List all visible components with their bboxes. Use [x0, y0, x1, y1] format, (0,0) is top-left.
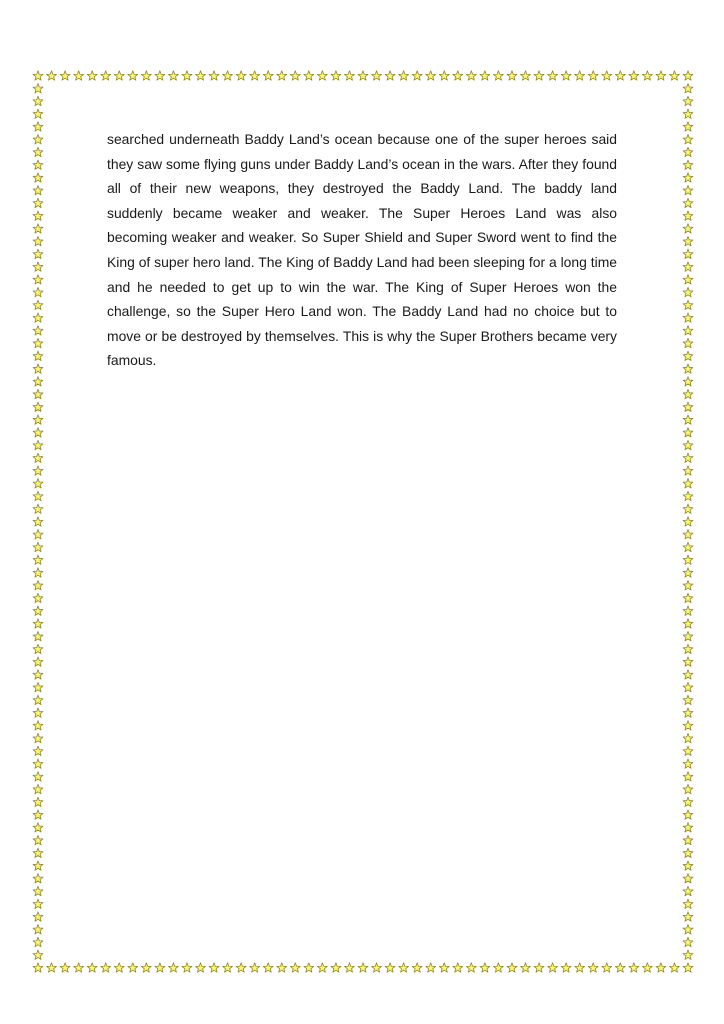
star-icon [358, 71, 368, 80]
star-icon [33, 211, 43, 220]
star-icon [412, 71, 422, 80]
star-icon [683, 313, 693, 322]
star-icon [683, 440, 693, 449]
star-icon [33, 466, 43, 475]
star-icon [683, 275, 693, 284]
star-icon [263, 71, 273, 80]
star-icon [426, 963, 436, 972]
star-icon [412, 963, 422, 972]
star-icon [683, 415, 693, 424]
star-icon [683, 530, 693, 539]
star-icon [602, 963, 612, 972]
star-icon [33, 96, 43, 105]
star-icon [683, 746, 693, 755]
star-icon [615, 963, 625, 972]
star-icon [87, 71, 97, 80]
star-icon [372, 71, 382, 80]
star-icon [615, 71, 625, 80]
star-icon [74, 963, 84, 972]
star-icon [683, 772, 693, 781]
star-icon [683, 300, 693, 309]
star-icon [683, 96, 693, 105]
star-icon [683, 682, 693, 691]
star-icon [683, 338, 693, 347]
star-icon [33, 313, 43, 322]
star-icon [683, 236, 693, 245]
star-icon [602, 71, 612, 80]
star-icon [372, 963, 382, 972]
star-icon [114, 963, 124, 972]
star-icon [60, 963, 70, 972]
star-icon [629, 963, 639, 972]
star-icon [250, 71, 260, 80]
star-icon [683, 950, 693, 959]
star-icon [493, 71, 503, 80]
star-icon [683, 211, 693, 220]
star-icon [575, 71, 585, 80]
star-icon [33, 925, 43, 934]
star-icon [33, 275, 43, 284]
star-icon [33, 173, 43, 182]
star-icon [47, 71, 57, 80]
star-icon [33, 109, 43, 118]
star-icon [426, 71, 436, 80]
star-icon [33, 160, 43, 169]
star-icon [534, 71, 544, 80]
star-icon [683, 466, 693, 475]
star-icon [33, 568, 43, 577]
star-icon [453, 963, 463, 972]
star-icon [561, 71, 571, 80]
star-icon [33, 848, 43, 857]
star-icon [114, 71, 124, 80]
star-icon [683, 326, 693, 335]
star-icon [33, 491, 43, 500]
star-icon [33, 823, 43, 832]
star-icon [196, 71, 206, 80]
star-icon [33, 530, 43, 539]
star-icon [683, 160, 693, 169]
star-icon [209, 963, 219, 972]
star-icon [642, 71, 652, 80]
star-icon [33, 963, 43, 972]
star-icon [683, 810, 693, 819]
star-icon [33, 619, 43, 628]
star-icon [33, 84, 43, 93]
star-icon [209, 71, 219, 80]
star-icon [33, 542, 43, 551]
star-icon [683, 759, 693, 768]
star-icon [548, 963, 558, 972]
star-icon [683, 784, 693, 793]
star-icon [575, 963, 585, 972]
star-icon [683, 835, 693, 844]
star-icon [168, 963, 178, 972]
star-icon [60, 71, 70, 80]
star-icon [385, 71, 395, 80]
star-icon [33, 695, 43, 704]
star-icon [683, 581, 693, 590]
star-icon [33, 644, 43, 653]
star-icon [683, 963, 693, 972]
star-icon [683, 606, 693, 615]
star-icon [33, 657, 43, 666]
star-icon [399, 71, 409, 80]
star-icon [33, 262, 43, 271]
star-icon [33, 555, 43, 564]
star-icon [33, 351, 43, 360]
star-icon [683, 453, 693, 462]
star-icon [317, 963, 327, 972]
star-icon [683, 797, 693, 806]
star-icon [33, 122, 43, 131]
star-icon [358, 963, 368, 972]
star-icon [277, 71, 287, 80]
star-icon [683, 619, 693, 628]
star-icon [453, 71, 463, 80]
star-icon [182, 71, 192, 80]
star-icon [683, 479, 693, 488]
star-icon [331, 963, 341, 972]
star-icon [683, 695, 693, 704]
star-icon [683, 886, 693, 895]
star-icon [683, 861, 693, 870]
star-icon [683, 198, 693, 207]
star-icon [683, 937, 693, 946]
star-icon [33, 415, 43, 424]
star-icon [683, 644, 693, 653]
star-icon [480, 71, 490, 80]
star-icon [33, 428, 43, 437]
star-icon [141, 71, 151, 80]
star-icon [33, 937, 43, 946]
star-icon [345, 71, 355, 80]
star-icon [263, 963, 273, 972]
star-icon [196, 963, 206, 972]
star-icon [683, 504, 693, 513]
star-icon [683, 402, 693, 411]
star-icon [683, 389, 693, 398]
star-icon [33, 810, 43, 819]
star-icon [155, 963, 165, 972]
star-icon [33, 198, 43, 207]
star-icon [87, 963, 97, 972]
star-icon [683, 657, 693, 666]
star-icon [33, 631, 43, 640]
star-icon [507, 71, 517, 80]
star-icon [33, 504, 43, 513]
star-icon [141, 963, 151, 972]
star-icon [33, 236, 43, 245]
star-icon [683, 287, 693, 296]
star-icon [33, 670, 43, 679]
star-icon [33, 147, 43, 156]
star-icon [683, 631, 693, 640]
star-icon [439, 963, 449, 972]
star-icon [561, 963, 571, 972]
star-icon [33, 912, 43, 921]
star-icon [331, 71, 341, 80]
star-icon [588, 71, 598, 80]
star-icon [683, 874, 693, 883]
star-icon [399, 963, 409, 972]
star-icon [236, 963, 246, 972]
star-icon [33, 338, 43, 347]
star-icon [101, 963, 111, 972]
star-icon [33, 377, 43, 386]
star-icon [33, 326, 43, 335]
star-icon [168, 71, 178, 80]
star-icon [128, 71, 138, 80]
star-icon [548, 71, 558, 80]
star-icon [683, 491, 693, 500]
star-icon [304, 963, 314, 972]
star-icon [683, 122, 693, 131]
star-icon [33, 759, 43, 768]
star-icon [182, 963, 192, 972]
star-icon [74, 71, 84, 80]
star-icon [521, 963, 531, 972]
star-icon [33, 733, 43, 742]
star-icon [588, 963, 598, 972]
star-icon [683, 899, 693, 908]
star-icon [223, 963, 233, 972]
star-icon [33, 606, 43, 615]
star-icon [33, 440, 43, 449]
star-icon [683, 593, 693, 602]
star-icon [683, 733, 693, 742]
star-icon [493, 963, 503, 972]
star-icon [683, 823, 693, 832]
star-icon [683, 708, 693, 717]
star-icon [33, 772, 43, 781]
star-icon [466, 963, 476, 972]
star-icon [33, 389, 43, 398]
star-icon [101, 71, 111, 80]
star-icon [47, 963, 57, 972]
star-icon [521, 71, 531, 80]
star-icon [670, 963, 680, 972]
star-icon [683, 925, 693, 934]
star-icon [683, 517, 693, 526]
star-icon [33, 517, 43, 526]
star-icon [33, 185, 43, 194]
star-icon [683, 147, 693, 156]
star-icon [656, 71, 666, 80]
star-icon [33, 899, 43, 908]
star-icon [128, 963, 138, 972]
star-icon [317, 71, 327, 80]
star-icon [33, 479, 43, 488]
star-icon [33, 581, 43, 590]
star-icon [304, 71, 314, 80]
star-icon [534, 963, 544, 972]
star-icon [683, 555, 693, 564]
star-icon [629, 71, 639, 80]
star-icon [683, 848, 693, 857]
star-icon [683, 568, 693, 577]
star-icon [33, 287, 43, 296]
star-icon [642, 963, 652, 972]
star-icon [33, 71, 43, 80]
star-icon [683, 377, 693, 386]
star-icon [223, 71, 233, 80]
star-icon [33, 249, 43, 258]
star-icon [33, 874, 43, 883]
star-icon [683, 249, 693, 258]
star-icon [33, 364, 43, 373]
star-icon [683, 351, 693, 360]
star-icon [290, 71, 300, 80]
star-icon [33, 402, 43, 411]
star-icon [33, 721, 43, 730]
star-icon [466, 71, 476, 80]
star-icon [670, 71, 680, 80]
star-icon [250, 963, 260, 972]
star-icon [33, 746, 43, 755]
star-icon [33, 835, 43, 844]
star-icon [345, 963, 355, 972]
star-icon [480, 963, 490, 972]
star-icon [385, 963, 395, 972]
star-icon [33, 593, 43, 602]
story-paragraph: searched underneath Baddy Land’s ocean because one of the super heroes said they saw some flying guns under Baddy Land’s ocean in the wars. After they found all of their new weapons, they destroyed the Baddy Land. The baddy land suddenly became weaker and weaker. The Super Heroes Land was also becoming weaker and weaker. So Super Shield and Super Sword went to find the King of super hero land. The King of Baddy Land had been sleeping for a long time and he needed to get up to win the war. The King of Super Heroes won the challenge, so the Super Hero Land won. The Baddy Land had no choice but to move or be destroyed by themselves. This is why the Super Brothers became very famous. [107, 131, 617, 369]
star-icon [33, 682, 43, 691]
star-icon [683, 185, 693, 194]
star-icon [683, 364, 693, 373]
star-icon [683, 428, 693, 437]
star-icon [277, 963, 287, 972]
star-icon [683, 912, 693, 921]
star-icon [236, 71, 246, 80]
star-icon [683, 224, 693, 233]
star-icon [33, 950, 43, 959]
star-icon [683, 262, 693, 271]
star-icon [155, 71, 165, 80]
star-icon [683, 670, 693, 679]
star-icon [507, 963, 517, 972]
star-icon [33, 224, 43, 233]
star-icon [33, 784, 43, 793]
star-icon [33, 453, 43, 462]
star-icon [33, 300, 43, 309]
star-icon [683, 542, 693, 551]
star-icon [33, 861, 43, 870]
star-icon [33, 135, 43, 144]
star-icon [683, 71, 693, 80]
star-icon [683, 84, 693, 93]
star-icon [33, 708, 43, 717]
star-icon [656, 963, 666, 972]
star-icon [290, 963, 300, 972]
star-icon [33, 886, 43, 895]
star-icon [683, 109, 693, 118]
star-icon [439, 71, 449, 80]
star-icon [683, 135, 693, 144]
star-icon [683, 721, 693, 730]
star-icon [33, 797, 43, 806]
star-icon [683, 173, 693, 182]
